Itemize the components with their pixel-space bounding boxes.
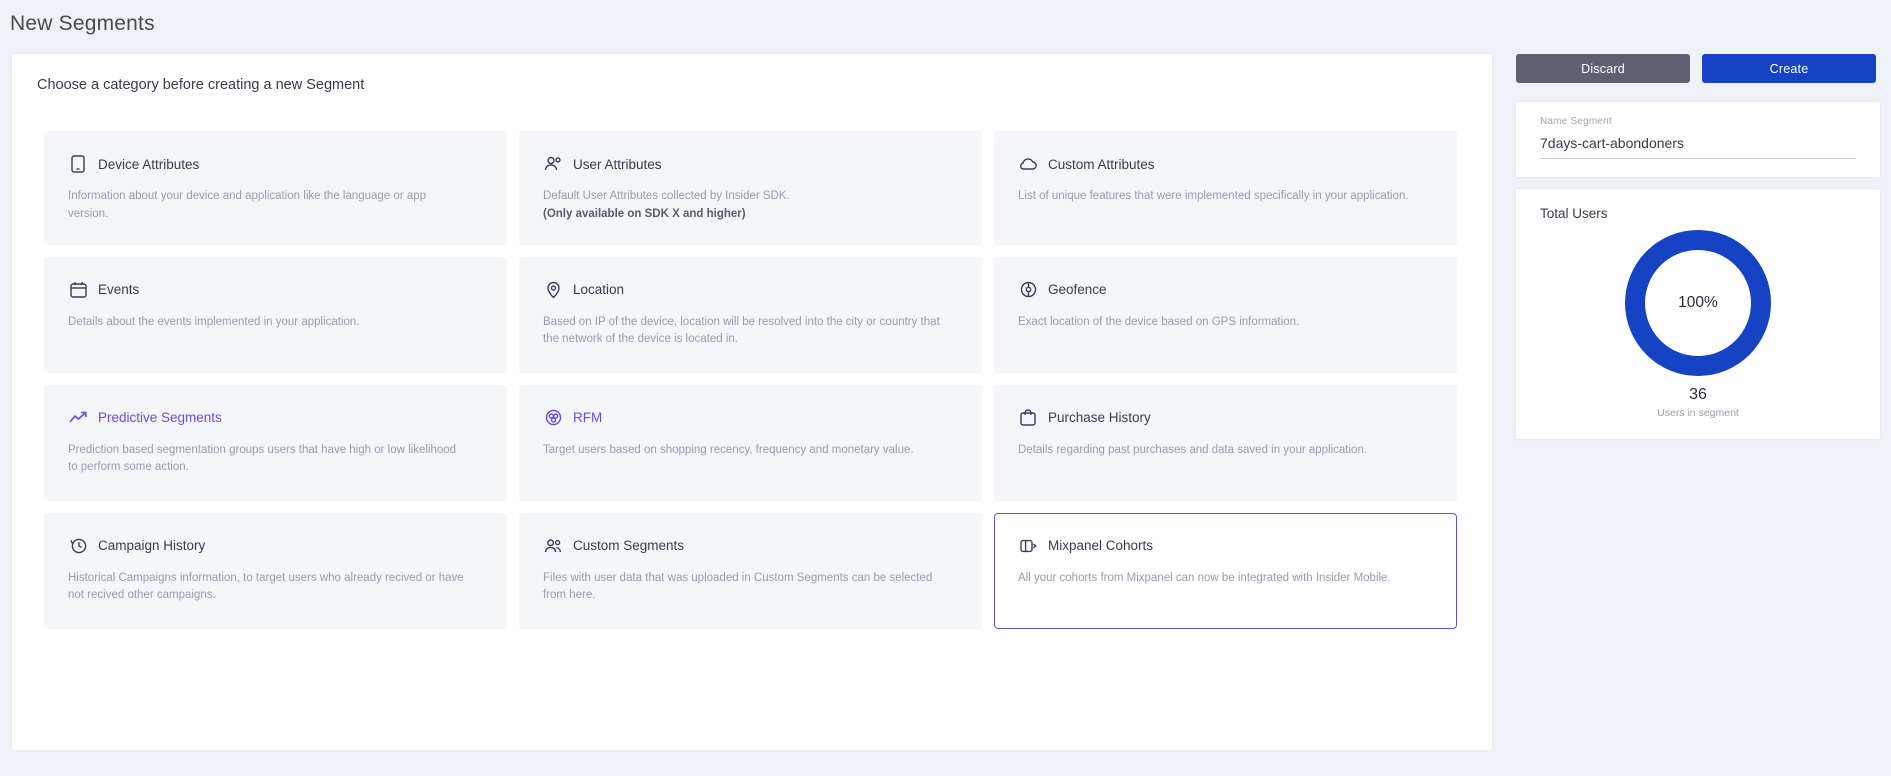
trend-up-icon (68, 408, 88, 428)
card-header (68, 408, 483, 428)
rfm-icon (543, 408, 563, 428)
category-card-location[interactable] (519, 257, 982, 373)
card-description: Files with user data that was uploaded in Custom Segments can be selected from here. (543, 571, 933, 602)
card-header (68, 536, 483, 556)
panel-heading: Choose a category before creating a new Segment (37, 77, 365, 93)
card-title: Location (573, 282, 625, 298)
users-group-icon (543, 536, 563, 556)
card-description: Information about your device and application like the language or app version. (68, 190, 427, 220)
donut-percent-label: 100% (1645, 250, 1751, 356)
name-segment-label: Name Segment (1540, 116, 1612, 127)
map-pin-icon (543, 280, 563, 300)
card-description: Based on IP of the device, location will be resolved into the city or country that the network of the device is located in. (543, 315, 940, 346)
card-description-note: (Only available on SDK X and higher) (543, 207, 746, 220)
card-description: Target users based on shopping recency, frequency and monetary value. (543, 443, 914, 456)
category-card-geofence[interactable] (994, 257, 1457, 373)
card-header (543, 408, 958, 428)
category-card-custom-attributes[interactable] (994, 131, 1457, 245)
card-header (68, 280, 483, 300)
card-description: Historical Campaigns information, to target users who already recived or have not recived other campaigns. (68, 571, 464, 602)
card-header (1018, 408, 1433, 428)
mobile-device-icon (68, 154, 88, 174)
category-card-campaign-history[interactable] (44, 513, 507, 629)
name-segment-input[interactable] (1540, 133, 1856, 159)
card-description: Prediction based segmentation groups users that have high or low likelihood to perform some action. (68, 443, 457, 474)
category-card-rfm[interactable] (519, 385, 982, 501)
card-header (543, 536, 958, 556)
page-title: New Segments (10, 12, 155, 35)
card-title: Geofence (1048, 282, 1107, 298)
shopping-bag-icon (1018, 408, 1038, 428)
card-header (1018, 536, 1433, 556)
category-card-events[interactable] (44, 257, 507, 373)
mixpanel-cohorts-icon (1018, 536, 1038, 556)
card-title: Custom Attributes (1048, 156, 1155, 172)
clock-history-icon (68, 536, 88, 556)
users-count: 36 (1689, 386, 1707, 403)
users-count-caption: Users in segment (1657, 407, 1739, 419)
card-description-text: Default User Attributes collected by Insider SDK. (543, 190, 790, 202)
category-card-user-attributes[interactable] (519, 131, 982, 245)
category-card-custom-segments[interactable] (519, 513, 982, 629)
donut-ring (1625, 230, 1771, 376)
total-users-title: Total Users (1540, 206, 1608, 221)
cloud-icon (1018, 154, 1038, 174)
card-description (543, 188, 943, 224)
card-title: Campaign History (98, 538, 206, 554)
card-header (543, 154, 958, 174)
create-button[interactable]: Create (1702, 54, 1876, 83)
card-title: Predictive Segments (98, 410, 222, 426)
card-header (68, 154, 483, 174)
card-title: User Attributes (573, 156, 662, 172)
card-description: Details about the events implemented in your application. (68, 315, 360, 328)
card-header (1018, 154, 1433, 174)
category-card-predictive-segments[interactable] (44, 385, 507, 501)
name-segment-card (1516, 102, 1880, 177)
category-card-grid (44, 131, 1464, 629)
sidebar-actions (1516, 54, 1880, 83)
total-users-donut-chart (1625, 230, 1771, 376)
card-description: Details regarding past purchases and data saved in your application. (1018, 443, 1368, 456)
discard-button[interactable]: Discard (1516, 54, 1690, 83)
total-users-card (1516, 189, 1880, 439)
calendar-icon (68, 280, 88, 300)
user-icon (543, 154, 563, 174)
card-description: All your cohorts from Mixpanel can now be integrated with Insider Mobile. (1018, 571, 1391, 584)
card-title: Events (98, 282, 140, 298)
card-description: Exact location of the device based on GPS information. (1018, 315, 1300, 328)
card-title: Mixpanel Cohorts (1048, 538, 1154, 554)
card-title: Purchase History (1048, 410, 1151, 426)
card-title: RFM (573, 410, 603, 426)
category-panel (12, 54, 1492, 750)
card-description: List of unique features that were implemented specifically in your application. (1018, 190, 1409, 202)
card-header (543, 280, 958, 300)
card-title: Custom Segments (573, 538, 685, 554)
category-card-purchase-history[interactable] (994, 385, 1457, 501)
category-card-device-attributes[interactable] (44, 131, 507, 245)
card-header (1018, 280, 1433, 300)
geofence-icon (1018, 280, 1038, 300)
category-card-mixpanel-cohorts[interactable] (994, 513, 1457, 629)
segment-sidebar (1516, 54, 1880, 439)
card-title: Device Attributes (98, 156, 200, 172)
